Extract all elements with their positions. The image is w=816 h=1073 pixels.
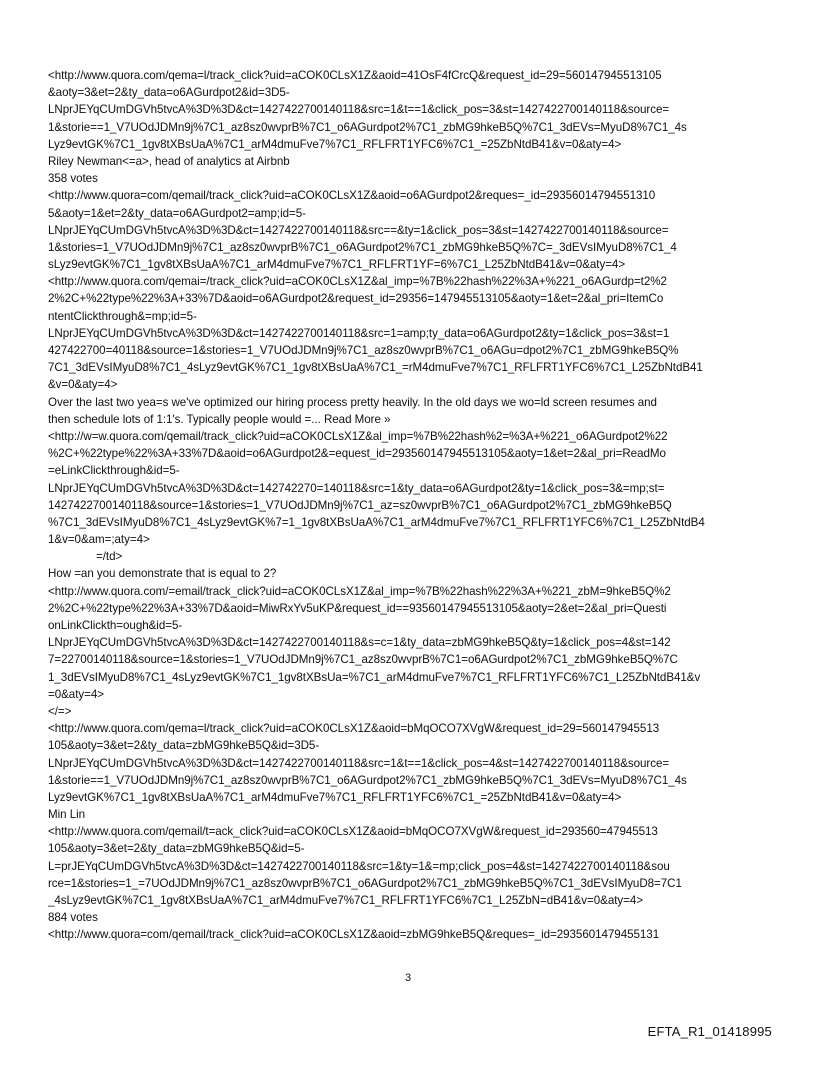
text-line: 358 votes <box>48 172 98 186</box>
text-line: 884 votes <box>48 911 98 925</box>
text-line: LNprJEYqCUmDGVh5tvcA%3D%3D&ct=1427422700140118&s=c=1&ty_data=zbMG9hkeB5Q&ty=1&click_pos=4&st=142 <box>48 636 671 650</box>
text-line: LNprJEYqCUmDGVh5tvcA%3D%3D&ct=142742270=140118&src=1&ty_data=o6AGurdpot2&ty=1&click_pos=3&=mp;st= <box>48 481 665 495</box>
text-line: =0&aty=4> <box>48 687 104 701</box>
text-line: 7C1_3dEVsIMyuD8%7C1_4sLyz9evtGK%7C1_1gv8tXBsUaA%7C1_=rM4dmuFve7%7C1_RFLFRT1YFC6%7C1_L25ZbNtdB41 <box>48 361 703 375</box>
text-line: &aoty=3&et=2&ty_data=o6AGurdpot2&id=3D5- <box>48 86 290 100</box>
document-id-stamp: EFTA_R1_01418995 <box>647 1024 772 1039</box>
text-line: onLinkClickth=ough&id=5- <box>48 619 183 632</box>
text-line: LNprJEYqCUmDGVh5tvcA%3D%3D&ct=1427422700140118&src==&ty=1&click_pos=3&st=1427422700140118&source= <box>48 223 669 237</box>
text-line: 5&aoty=1&et=2&ty_data=o6AGurdpot2=amp;id=5- <box>48 206 306 220</box>
text-line: 427422700=40118&source=1&stories=1_V7UOdJDMn9j%7C1_az8sz0wvprB%7C1_o6AGu=dpot2%7C1_zbMG9hkeB5Q% <box>48 344 679 357</box>
text-line: Min Lin <box>48 808 86 822</box>
text-line: <http://www.quora.com/qema=l/track_click?uid=aCOK0CLsX1Z&aoid=bMqOCO7XVgW&request_id=29=560147945513 <box>48 722 660 736</box>
text-line: <http://www.quora=com/qemail/track_click?uid=aCOK0CLsX1Z&aoid=zbMG9hkeB5Q&reques=_id=2935601479455131 <box>48 928 660 942</box>
text-line: Lyz9evtGK%7C1_1gv8tXBsUaA%7C1_arM4dmuFve7%7C1_RFLFRT1YFC6%7C1_=25ZbNtdB41&v=0&aty=4> <box>48 137 622 151</box>
text-line: Riley Newman<=a>, head of analytics at Airbnb <box>48 154 290 168</box>
text-line: 105&aoty=3&et=2&ty_data=zbMG9hkeB5Q&id=3D5- <box>48 739 320 753</box>
text-line: 1427422700140118&source=1&stories=1_V7UOdJDMn9j%7C1_az=sz0wvprB%7C1_o6AGurdpot2%7C1_zbMG9hkeB5Q <box>48 498 672 512</box>
text-line: 105&aoty=3&et=2&ty_data=zbMG9hkeB5Q&id=5- <box>48 842 305 856</box>
text-line: <http://w=w.quora.com/qemail/track_click?uid=aCOK0CLsX1Z&al_imp=%7B%22hash%2=%3A+%221_o6AGurdpot2%22 <box>48 429 668 443</box>
text-line: 1&v=0&am=;aty=4> <box>48 533 150 547</box>
text-line: 2%2C+%22type%22%3A+33%7D&aoid=MiwRxYv5uKP&request_id==93560147945513105&aoty=2&et=2&al_pri=Questi <box>48 601 667 615</box>
text-line: 2%2C+%22type%22%3A+33%7D&aoid=o6AGurdpot2&request_id=29356=147945513105&aoty=1&et=2&al_pri=ItemCo <box>48 292 664 306</box>
text-line: &v=0&aty=4> <box>48 378 118 392</box>
text-line: LNprJEYqCUmDGVh5tvcA%3D%3D&ct=1427422700140118&src=1&t==1&click_pos=3&st=1427422700140118&source= <box>48 103 670 117</box>
page-number: 3 <box>404 972 412 984</box>
text-line: How =an you demonstrate that is equal to 2? <box>48 567 277 581</box>
text-line: Over the last two yea=s we've optimized our hiring process pretty heavily. In the old days we wo=ld screen resumes and <box>48 395 657 409</box>
text-line: LNprJEYqCUmDGVh5tvcA%3D%3D&ct=1427422700140118&src=1&t==1&click_pos=4&st=1427422700140118&source= <box>48 756 670 770</box>
text-line: %2C+%22type%22%3A+33%7D&aoid=o6AGurdpot2&=equest_id=293560147945513105&aoty=1&et=2&al_pri=ReadMo <box>48 447 666 461</box>
text-line: <http://www.quora.com/qema=l/track_click?uid=aCOK0CLsX1Z&aoid=41OsF4fCrcQ&request_id=29=560147945513105 <box>48 69 662 82</box>
text-line: 7=22700140118&source=1&stories=1_V7UOdJDMn9j%7C1_az8sz0wvprB%7C1=o6AGurdpot2%7C1_zbMG9hkeB5Q%7C <box>48 653 678 667</box>
text-line: 1_3dEVsIMyuD8%7C1_4sLyz9evtGK%7C1_1gv8tXBsUa=%7C1_arM4dmuFve7%7C1_RFLFRT1YFC6%7C1_L25ZbNtdB41&v <box>48 670 701 684</box>
text-line: <http://www.quora.com/=email/track_click?uid=aCOK0CLsX1Z&al_imp=%7B%22hash%22%3A+%221_zbM=9hkeB5Q%2 <box>48 584 671 598</box>
text-line: <http://www.quora.com/qemai=/track_click?uid=aCOK0CLsX1Z&al_imp=%7B%22hash%22%3A+%221_o6AGurdp=t2%2 <box>48 275 667 289</box>
text-line: ntentClickthrough&=mp;id=5- <box>48 309 197 323</box>
text-line: =eLinkClickthrough&id=5- <box>48 464 180 478</box>
text-line: </=> <box>48 704 72 718</box>
text-line: <http://www.quora.com/qemail/t=ack_click?uid=aCOK0CLsX1Z&aoid=bMqOCO7XVgW&request_id=293560=47945513 <box>48 825 658 839</box>
text-line: <http://www.quora=com/qemail/track_click?uid=aCOK0CLsX1Z&aoid=o6AGurdpot2&reques=_id=29356014794551310 <box>48 189 656 203</box>
document-body <box>48 67 774 944</box>
text-line: 1&storie==1_V7UOdJDMn9j%7C1_az8sz0wvprB%7C1_o6AGurdpot2%7C1_zbMG9hkeB5Q%7C1_3dEVs=MyuD8%7C1_4s <box>48 773 687 787</box>
text-line: %7C1_3dEVsIMyuD8%7C1_4sLyz9evtGK%7=1_1gv8tXBsUaA%7C1_arM4dmuFve7%7C1_RFLFRT1YFC6%7C1_L25ZbNtdB4 <box>48 515 705 529</box>
text-line: Lyz9evtGK%7C1_1gv8tXBsUaA%7C1_arM4dmuFve7%7C1_RFLFRT1YFC6%7C1_=25ZbNtdB41&v=0&aty=4> <box>48 790 622 804</box>
text-line: 1&stories=1_V7UOdJDMn9j%7C1_az8sz0wvprB%7C1_o6AGurdpot2%7C1_zbMG9hkeB5Q%7C=_3dEVsIMyuD8%7C1_4 <box>48 240 677 254</box>
text-line: =/td> <box>96 550 123 564</box>
text-line: sLyz9evtGK%7C1_1gv8tXBsUaA%7C1_arM4dmuFve7%7C1_RFLFRT1YF=6%7C1_L25ZbNtdB41&v=0&aty=4> <box>48 258 626 272</box>
text-line: 1&storie==1_V7UOdJDMn9j%7C1_az8sz0wvprB%7C1_o6AGurdpot2%7C1_zbMG9hkeB5Q%7C1_3dEVs=MyuD8%7C1_4s <box>48 120 687 134</box>
text-line: then schedule lots of 1:1's. Typically people would =... Read More » <box>48 412 391 426</box>
text-line: _4sLyz9evtGK%7C1_1gv8tXBsUaA%7C1_arM4dmuFve7%7C1_RFLFRT1YFC6%7C1_L25ZbN=dB41&v=0&aty=4> <box>48 894 643 907</box>
text-line: L=prJEYqCUmDGVh5tvcA%3D%3D&ct=1427422700140118&src=1&ty=1&=mp;click_pos=4&st=1427422700140118&sou <box>48 859 670 873</box>
text-line: LNprJEYqCUmDGVh5tvcA%3D%3D&ct=1427422700140118&src=1=amp;ty_data=o6AGurdpot2&ty=1&click_pos=3&st=1 <box>48 326 670 340</box>
text-line: rce=1&stories=1_=7UOdJDMn9j%7C1_az8sz0wvprB%7C1_o6AGurdpot2%7C1_zbMG9hkeB5Q%7C1_3dEVsIMyuD8=7C1 <box>48 876 682 890</box>
